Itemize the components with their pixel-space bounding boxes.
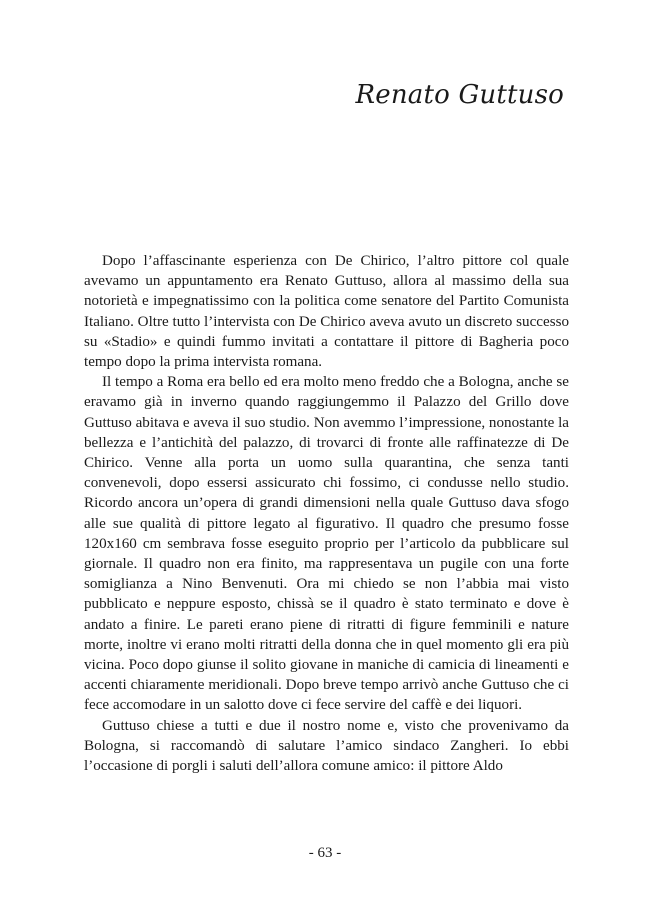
chapter-body: [84, 251, 569, 776]
page-number: - 63 -: [308, 845, 342, 861]
chapter-title: Renato Guttuso: [355, 80, 564, 110]
paragraph: Dopo l’affascinante esperienza con De Chirico, l’altro pittore col quale avevamo un appuntamento era Renato Guttuso, allora al massimo della sua notorietà e impegnatissimo con la politica come senatore del Partito Comunista Italiano. Oltre tutto l’intervista con De Chirico aveva avuto un discreto successo su «Stadio» e quindi fummo invitati a contattare il pittore di Bagheria poco tempo dopo la prima intervista romana.: [84, 253, 569, 371]
paragraph: Il tempo a Roma era bello ed era molto meno freddo che a Bologna, anche se eravamo già in inverno quando raggiungemmo il Palazzo del Grillo dove Guttuso abitava e aveva il suo studio. Non avemmo l’impressione, nonostante la bellezza e l’antichità del palazzo, di trovarci di fronte alle raffinatezze di De Chirico. Venne alla porta un uomo sulla quarantina, che senza tanti convenevoli, dopo essersi assicurato chi fossimo, ci condusse nello studio. Ricordo ancora un’opera di grandi dimensioni nella quale Guttuso dava sfogo alle sue qualità di pittore legato al figurativo. Il quadro che presumo fosse 120x160 cm sembrava fosse eseguito proprio per l’articolo da pubblicare sul giornale. Il quadro non era finito, ma rappresentava un pugile con una forte somiglianza a Nino Benvenuti. Ora mi chiedo se non l’abbia mai visto pubblicato e neppure esposto, chissà se il quadro è stato terminato e dove è andato a finire. Le pareti erano piene di ritratti di figure femminili e nature morte, inoltre vi erano molti ritratti della donna che in quel momento gli era più vicina. Poco dopo giunse il solito giovane in maniche di camicia di lineamenti e accenti chiaramente meridionali. Dopo breve tempo arrivò anche Guttuso che ci fece accomodare in un salotto dove ci fece servire del caffè e dei liquori.: [84, 374, 569, 714]
paragraph: Guttuso chiese a tutti e due il nostro nome e, visto che provenivamo da Bologna, si raccomandò di salutare l’amico sindaco Zangheri. Io ebbi l’occasione di porgli i saluti dell’allora comune amico: il pittore Aldo: [84, 717, 569, 775]
